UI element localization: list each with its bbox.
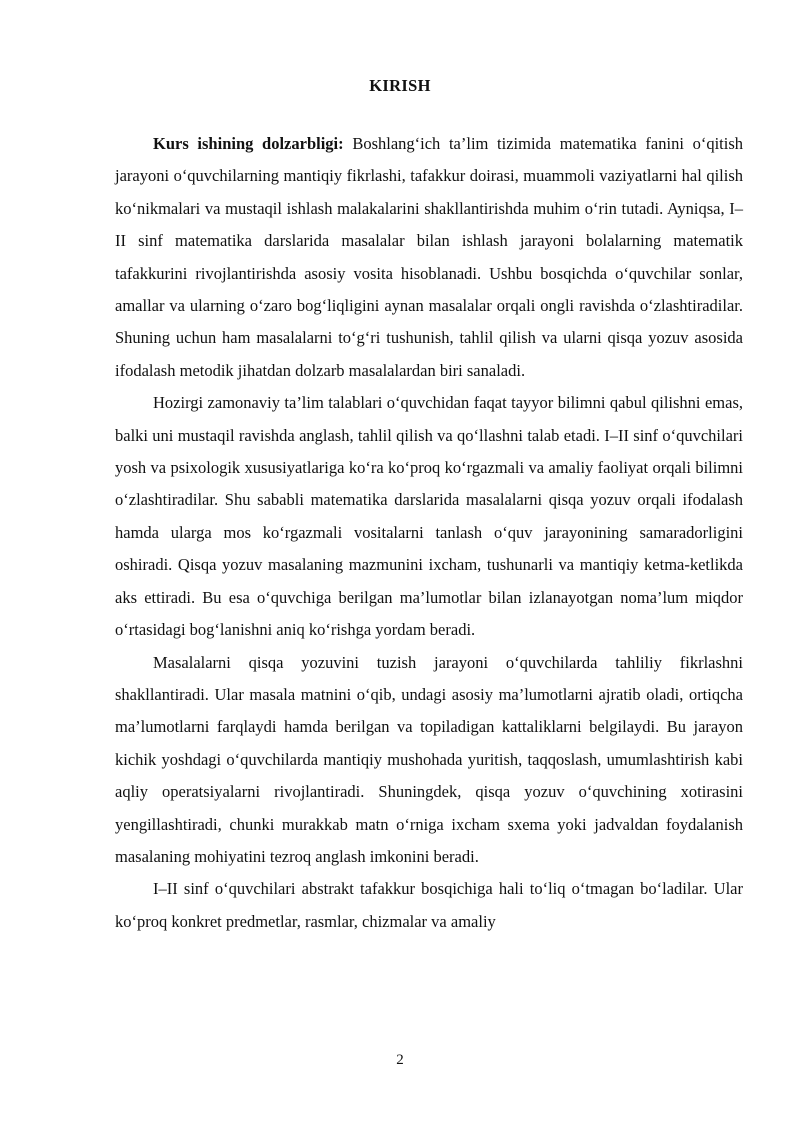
paragraph-1 [115,128,743,387]
paragraph-2 [115,387,743,646]
paragraph-lead: Kurs ishining dolzarbligi: [153,134,344,153]
section-heading: KIRISH [369,76,431,95]
paragraph-text: Boshlang‘ich ta’lim tizimida matematika fanini o‘qitish jarayoni o‘quvchilarning mantiqiy fikrlashi, tafakkur doirasi, muammoli vaziyatlarni hal qilish ko‘nikmalari va mustaqil ishlash malakalarini shakllantirishda muhim o‘rin tutadi. Ayniqsa, I–II sinf matematika darslarida masalalar bilan ishlash jarayoni bolalarning matematik tafakkurini rivojlantirishda asosiy vosita hisoblanadi. Ushbu bosqichda o‘quvchilar sonlar, amallar va ularning o‘zaro bog‘liqligini aynan masalalar orqali ongli ravishda o‘zlashtiradilar. Shuning uchun ham masalalarni to‘g‘ri tushunish, tahlil qilish va ularni qisqa yozuv asosida ifodalash metodik jihatdan dolzarb masalalardan biri sanaladi. [115,134,743,380]
paragraph-text: Hozirgi zamonaviy ta’lim talablari o‘quvchidan faqat tayyor bilimni qabul qilishni emas, balki uni mustaqil ravishda anglash, tahlil qilish va qo‘llashni talab etadi. I–II sinf o‘quvchilari yosh va psixologik xususiyatlariga ko‘ra ko‘proq ko‘rgazmali va amaliy faoliyat orqali bilimni o‘zlashtiradilar. Shu sababli matematika darslarida masalalarni qisqa yozuv orqali ifodalash hamda ularga mos ko‘rgazmali vositalarni tanlash o‘quv jarayonining samaradorligini oshiradi. Qisqa yozuv masalaning mazmunini ixcham, tushunarli va mantiqiy ketma-ketlikda aks ettiradi. Bu esa o‘quvchiga berilgan ma’lumotlar bilan izlanayotgan noma’lum miqdor o‘rtasidagi bog‘lanishni aniq ko‘rishga yordam beradi. [115,393,743,640]
page-number: 2 [396,1052,404,1068]
paragraph-4 [115,873,743,938]
paragraph-text: Masalalarni qisqa yozuvini tuzish jarayoni o‘quvchilarda tahliliy fikrlashni shakllantiradi. Ular masala matnini o‘qib, undagi asosiy ma’lumotlarni ajratib oladi, ortiqcha ma’lumotlarni farqlaydi hamda berilgan va topiladigan kattaliklarni belgilaydi. Bu jarayon kichik yoshdagi o‘quvchilarda mantiqiy mushohada yuritish, taqqoslash, umumlashtirish kabi aqliy operatsiyalarni rivojlantiradi. Shuningdek, qisqa yozuv o‘quvchining xotirasini yengillashtiradi, chunki murakkab matn o‘rniga ixcham sxema yoki jadvaldan foydalanish masalaning mohiyatini tezroq anglash imkonini beradi. [115,652,743,866]
document-body [115,128,743,938]
paragraph-3 [115,647,743,874]
paragraph-text: I–II sinf o‘quvchilari abstrakt tafakkur bosqichiga hali to‘liq o‘tmagan bo‘ladilar. Ular ko‘proq konkret predmetlar, rasmlar, chizmalar va amaliy [115,879,743,931]
